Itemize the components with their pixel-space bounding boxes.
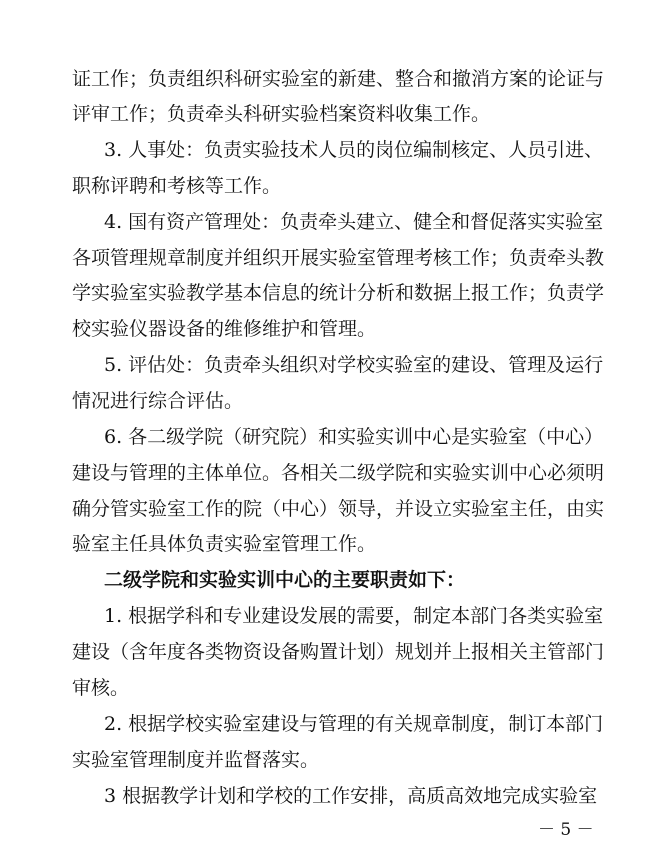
text-line: 校实验仪器设备的维修维护和管理。 <box>72 318 377 340</box>
subsection-heading: 二级学院和实验实训中心的主要职责如下： <box>104 569 466 591</box>
text-line: 各项管理规章制度并组织开展实验室管理考核工作；负责牵头教 <box>72 247 605 269</box>
section-4-heading-line: 4. 国有资产管理处：负责牵头建立、健全和督促落实实验室 <box>104 211 604 233</box>
text-line: 职称评聘和考核等工作。 <box>72 175 282 197</box>
text-line: 审核。 <box>72 677 130 699</box>
item-2-line: 2. 根据学校实验室建设与管理的有关规章制度，制订本部门 <box>104 713 604 735</box>
item-3-line: 3 根据教学计划和学校的工作安排，高质高效地完成实验室 <box>104 785 598 807</box>
text-line: 建设（含年度各类物资设备购置计划）规划并上报相关主管部门 <box>72 641 605 663</box>
text-line: 确分管实验室工作的院（中心）领导，并设立实验室主任，由实 <box>72 498 605 520</box>
page-number: － 5 － <box>538 820 594 840</box>
item-1-line: 1. 根据学科和专业建设发展的需要，制定本部门各类实验室 <box>104 605 604 627</box>
section-5-heading-line: 5. 评估处：负责牵头组织对学校实验室的建设、管理及运行 <box>104 354 604 376</box>
text-line: 证工作；负责组织科研实验室的新建、整合和撤消方案的论证与 <box>72 68 605 90</box>
text-line: 验室主任具体负责实验室管理工作。 <box>72 533 377 555</box>
section-3-heading-line: 3. 人事处：负责实验技术人员的岗位编制核定、人员引进、 <box>104 139 604 161</box>
text-line: 评审工作；负责牵头科研实验档案资料收集工作。 <box>72 103 491 125</box>
text-line: 建设与管理的主体单位。各相关二级学院和实验实训中心必须明 <box>72 462 605 484</box>
text-line: 情况进行综合评估。 <box>72 390 244 412</box>
section-6-heading-line: 6. 各二级学院（研究院）和实验实训中心是实验室（中心） <box>104 426 604 448</box>
text-line: 实验室管理制度并监督落实。 <box>72 749 320 771</box>
text-line: 学实验室实验教学基本信息的统计分析和数据上报工作；负责学 <box>72 282 605 304</box>
